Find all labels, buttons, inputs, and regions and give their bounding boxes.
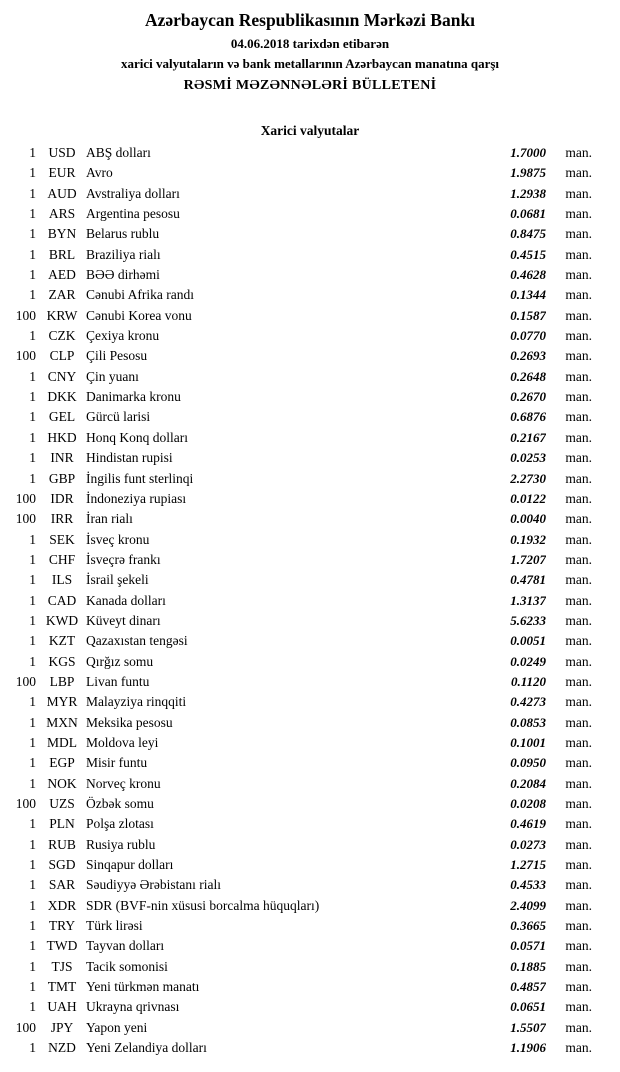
currency-code: EGP — [49, 755, 75, 771]
quantity: 1 — [29, 877, 36, 893]
quantity: 1 — [29, 938, 36, 954]
rate-value: 5.6233 — [510, 612, 546, 628]
bulletin-title: RƏSMİ MƏZƏNNƏLƏRİ BÜLLETENİ — [183, 78, 437, 93]
currency-code: BRL — [48, 246, 76, 262]
currency-name: Özbək somu — [86, 796, 154, 811]
currency-code: MXN — [46, 714, 78, 730]
rate-value: 0.1001 — [510, 734, 546, 750]
currency-code: MDL — [47, 734, 77, 750]
unit-label: man. — [565, 694, 592, 710]
currency-code: JPY — [50, 1019, 74, 1035]
document-header — [0, 7, 620, 97]
unit-label: man. — [565, 450, 592, 466]
rate-value: 0.0051 — [510, 633, 546, 649]
quantity: 100 — [15, 511, 36, 527]
currency-code: ILS — [51, 572, 73, 588]
rate-row — [0, 855, 620, 875]
unit-label: man. — [565, 206, 592, 222]
quantity: 1 — [29, 755, 36, 771]
unit-label: man. — [565, 653, 592, 669]
rate-value: 0.8475 — [510, 226, 546, 242]
rate-value: 1.2938 — [510, 185, 546, 201]
currency-name: Yapon yeni — [86, 1019, 148, 1035]
unit-label: man. — [565, 328, 592, 344]
rate-value: 0.0040 — [510, 511, 546, 527]
currency-code: IRR — [50, 511, 74, 527]
quantity: 1 — [29, 633, 36, 649]
currency-name: İndoneziya rupiası — [86, 490, 187, 506]
currency-code: RUB — [48, 836, 76, 852]
currency-name: Yeni türkmən manatı — [86, 979, 200, 995]
currency-code: TJS — [51, 958, 73, 974]
unit-label: man. — [565, 958, 592, 974]
currency-name: Türk lirəsi — [86, 918, 143, 934]
rate-row — [0, 753, 620, 773]
rate-value: 1.9875 — [510, 165, 546, 181]
currency-code: TRY — [48, 918, 76, 934]
rate-row — [0, 1038, 620, 1058]
unit-label: man. — [565, 165, 592, 181]
rate-value: 0.0950 — [510, 755, 546, 771]
bank-title: Azərbaycan Respublikasının Mərkəzi Bankı — [144, 10, 476, 30]
currency-name: Hindistan rupisi — [86, 450, 173, 466]
quantity: 1 — [29, 999, 36, 1015]
rate-value: 0.1587 — [510, 307, 546, 323]
unit-label: man. — [565, 673, 592, 689]
unit-label: man. — [565, 307, 592, 323]
currency-code: KGS — [48, 653, 76, 669]
rate-row — [0, 794, 620, 814]
unit-label: man. — [565, 877, 592, 893]
rate-row — [0, 407, 620, 427]
rate-row — [0, 591, 620, 611]
rate-value: 0.4628 — [510, 267, 546, 283]
currency-code: GBP — [48, 470, 76, 486]
effective-date-line: 04.06.2018 tarixdən etibarən — [230, 36, 390, 51]
rate-row — [0, 367, 620, 387]
unit-label: man. — [565, 551, 592, 567]
rate-row — [0, 509, 620, 529]
rate-value: 0.2084 — [510, 775, 546, 791]
unit-label: man. — [565, 755, 592, 771]
rate-row — [0, 346, 620, 366]
currency-name: Polşa zlotası — [86, 816, 154, 832]
currency-code: PLN — [49, 816, 75, 832]
document-subtitle: xarici valyutaların və bank metallarının Azərbaycan manatına qarşı — [120, 56, 500, 71]
unit-label: man. — [565, 938, 592, 954]
unit-label: man. — [565, 226, 592, 242]
rate-value: 1.2715 — [510, 857, 546, 873]
quantity: 100 — [15, 348, 36, 364]
unit-label: man. — [565, 531, 592, 547]
rate-row — [0, 163, 620, 183]
currency-code: CLP — [49, 348, 75, 364]
currency-name: Rusiya rublu — [86, 836, 156, 852]
unit-label: man. — [565, 1019, 592, 1035]
unit-label: man. — [565, 836, 592, 852]
rate-value: 0.0273 — [510, 836, 546, 852]
currency-name: Sinqapur dolları — [86, 857, 174, 873]
unit-label: man. — [565, 857, 592, 873]
currency-code: KRW — [46, 307, 78, 323]
quantity: 1 — [29, 145, 36, 160]
currency-name: Cənubi Korea vonu — [86, 307, 192, 323]
currency-name: Tayvan dolları — [86, 938, 165, 954]
currency-code: CAD — [47, 592, 77, 608]
rate-value: 0.0122 — [510, 490, 546, 506]
rate-row — [0, 631, 620, 651]
rate-row — [0, 611, 620, 631]
rate-value: 0.0651 — [510, 999, 546, 1015]
currency-code: KZT — [48, 633, 76, 649]
unit-label: man. — [565, 714, 592, 730]
currency-name: Meksika pesosu — [86, 714, 173, 730]
currency-name: Səudiyyə Ərəbistanı rialı — [86, 877, 221, 893]
quantity: 1 — [29, 429, 36, 445]
unit-label: man. — [565, 368, 592, 384]
currency-name: Qırğız somu — [86, 653, 154, 669]
currency-name: Avro — [86, 165, 113, 181]
currency-code: GEL — [48, 409, 76, 425]
currency-code: ZAR — [48, 287, 76, 303]
currency-code: INR — [50, 450, 74, 466]
currency-code: UAH — [47, 999, 77, 1015]
quantity: 1 — [29, 450, 36, 466]
quantity: 1 — [29, 857, 36, 873]
rate-row — [0, 204, 620, 224]
currency-name: Cənubi Afrika randı — [86, 287, 194, 303]
currency-code: SAR — [48, 877, 76, 893]
currency-code: DKK — [47, 389, 77, 405]
quantity: 1 — [29, 185, 36, 201]
quantity: 100 — [15, 490, 36, 506]
currency-name: Braziliya rialı — [86, 246, 161, 262]
unit-label: man. — [565, 246, 592, 262]
rate-row — [0, 265, 620, 285]
unit-label: man. — [565, 1040, 592, 1056]
unit-label: man. — [565, 490, 592, 506]
currency-name: Gürcü larisi — [86, 409, 151, 425]
quantity: 1 — [29, 572, 36, 588]
currency-name: Honq Konq dolları — [86, 429, 188, 445]
rate-value: 0.0208 — [510, 796, 546, 811]
rate-value: 0.0681 — [510, 206, 546, 222]
quantity: 1 — [29, 775, 36, 791]
rate-value: 1.5507 — [510, 1019, 546, 1035]
unit-label: man. — [565, 145, 592, 160]
rate-row — [0, 306, 620, 326]
currency-name: Ukrayna qrivnası — [86, 999, 180, 1015]
currency-name: İsveç kronu — [86, 531, 150, 547]
unit-label: man. — [565, 389, 592, 405]
rate-row — [0, 774, 620, 794]
rate-value: 0.1120 — [510, 673, 546, 689]
currency-name: İngilis funt sterlinqi — [86, 470, 194, 486]
currency-name: Çin yuanı — [86, 368, 139, 384]
rate-row — [0, 285, 620, 305]
quantity: 1 — [29, 409, 36, 425]
rate-value: 0.2648 — [510, 368, 546, 384]
currency-name: İsveçrə frankı — [86, 551, 161, 567]
quantity: 100 — [15, 673, 36, 689]
rate-row — [0, 957, 620, 977]
quantity: 1 — [29, 714, 36, 730]
rate-row — [0, 977, 620, 997]
rate-row — [0, 143, 620, 163]
currency-name: Küveyt dinarı — [86, 612, 161, 628]
currency-name: Norveç kronu — [86, 775, 161, 791]
rate-row — [0, 733, 620, 753]
quantity: 1 — [29, 226, 36, 242]
rate-row — [0, 530, 620, 550]
rates-table — [0, 143, 620, 1058]
unit-label: man. — [565, 979, 592, 995]
currency-name: Çili Pesosu — [86, 348, 148, 364]
rate-value: 0.4533 — [510, 877, 546, 893]
rate-value: 0.2670 — [510, 389, 546, 405]
rate-value: 1.3137 — [510, 592, 546, 608]
rate-value: 0.1344 — [510, 287, 546, 303]
rate-value: 0.1885 — [510, 958, 546, 974]
currency-name: ABŞ dolları — [86, 145, 151, 160]
rate-row — [0, 245, 620, 265]
currency-name: Moldova leyi — [86, 734, 159, 750]
unit-label: man. — [565, 734, 592, 750]
currency-code: SGD — [48, 857, 76, 873]
currency-name: Çexiya kronu — [86, 328, 160, 344]
currency-code: SEK — [49, 531, 75, 547]
quantity: 1 — [29, 328, 36, 344]
unit-label: man. — [565, 612, 592, 628]
quantity: 1 — [29, 897, 36, 913]
rate-value: 0.2167 — [510, 429, 546, 445]
currency-code: EUR — [48, 165, 76, 181]
currency-code: ARS — [48, 206, 76, 222]
currency-code: NOK — [47, 775, 77, 791]
currency-code: KWD — [45, 612, 79, 628]
currency-name: Avstraliya dolları — [86, 185, 180, 201]
unit-label: man. — [565, 633, 592, 649]
rate-value: 0.1932 — [510, 531, 546, 547]
unit-label: man. — [565, 775, 592, 791]
currency-code: NZD — [48, 1040, 76, 1056]
rate-value: 0.0249 — [510, 653, 546, 669]
currency-code: USD — [48, 145, 76, 160]
currency-code: TWD — [46, 938, 78, 954]
section-title-foreign-currencies: Xarici valyutalar — [260, 123, 360, 138]
unit-label: man. — [565, 429, 592, 445]
quantity: 1 — [29, 287, 36, 303]
quantity: 100 — [15, 796, 36, 811]
quantity: 1 — [29, 836, 36, 852]
rate-value: 0.4857 — [510, 979, 546, 995]
rate-row — [0, 326, 620, 346]
unit-label: man. — [565, 267, 592, 283]
rate-value: 0.4619 — [510, 816, 546, 832]
currency-code: LBP — [49, 673, 75, 689]
currency-code: MYR — [46, 694, 78, 710]
currency-name: BƏƏ dirhəmi — [86, 267, 160, 283]
quantity: 1 — [29, 1040, 36, 1056]
quantity: 1 — [29, 918, 36, 934]
quantity: 1 — [29, 389, 36, 405]
unit-label: man. — [565, 511, 592, 527]
unit-label: man. — [565, 592, 592, 608]
currency-code: UZS — [49, 796, 75, 811]
rate-value: 0.0571 — [510, 938, 546, 954]
rate-row — [0, 875, 620, 895]
currency-name: Qazaxıstan tengəsi — [86, 633, 188, 649]
rate-value: 0.0253 — [510, 450, 546, 466]
quantity: 1 — [29, 531, 36, 547]
quantity: 1 — [29, 267, 36, 283]
unit-label: man. — [565, 185, 592, 201]
rate-value: 0.2693 — [510, 348, 546, 364]
currency-name: Malayziya rinqqiti — [86, 694, 187, 710]
quantity: 1 — [29, 592, 36, 608]
currency-name: Danimarka kronu — [86, 389, 181, 405]
unit-label: man. — [565, 287, 592, 303]
unit-label: man. — [565, 470, 592, 486]
unit-label: man. — [565, 897, 592, 913]
quantity: 1 — [29, 246, 36, 262]
quantity: 1 — [29, 368, 36, 384]
rate-value: 0.0853 — [510, 714, 546, 730]
currency-name: Argentina pesosu — [86, 206, 180, 222]
currency-code: CZK — [48, 328, 76, 344]
rate-row — [0, 916, 620, 936]
currency-code: HKD — [47, 429, 77, 445]
rate-row — [0, 1018, 620, 1038]
quantity: 1 — [29, 206, 36, 222]
currency-code: TMT — [47, 979, 77, 995]
rate-row — [0, 835, 620, 855]
rate-value: 1.7000 — [510, 145, 546, 160]
rate-value: 0.6876 — [510, 409, 546, 425]
quantity: 1 — [29, 734, 36, 750]
rate-value: 0.3665 — [510, 918, 546, 934]
currency-code: BYN — [47, 226, 77, 242]
rate-row — [0, 428, 620, 448]
rate-value: 2.2730 — [510, 470, 546, 486]
currency-code: XDR — [47, 897, 77, 913]
unit-label: man. — [565, 572, 592, 588]
rate-row — [0, 713, 620, 733]
rate-value: 1.7207 — [510, 551, 546, 567]
quantity: 1 — [29, 470, 36, 486]
rate-row — [0, 448, 620, 468]
rate-row — [0, 489, 620, 509]
unit-label: man. — [565, 918, 592, 934]
rate-row — [0, 570, 620, 590]
quantity: 100 — [15, 307, 36, 323]
rate-value: 1.1906 — [510, 1040, 546, 1056]
unit-label: man. — [565, 409, 592, 425]
currency-name: Tacik somonisi — [86, 958, 168, 974]
quantity: 1 — [29, 653, 36, 669]
rate-value: 2.4099 — [510, 897, 546, 913]
currency-name: Yeni Zelandiya dolları — [86, 1040, 207, 1056]
currency-name: İsrail şekeli — [86, 572, 149, 588]
quantity: 1 — [29, 694, 36, 710]
currency-name: İran rialı — [86, 511, 133, 527]
rate-row — [0, 652, 620, 672]
rate-value: 0.0770 — [510, 328, 546, 344]
currency-name: Belarus rublu — [86, 226, 160, 242]
currency-code: CNY — [47, 368, 77, 384]
rate-row — [0, 184, 620, 204]
rate-row — [0, 997, 620, 1017]
unit-label: man. — [565, 999, 592, 1015]
currency-name: Misir funtu — [86, 755, 148, 771]
rate-row — [0, 550, 620, 570]
rate-value: 0.4515 — [510, 246, 546, 262]
quantity: 100 — [15, 1019, 36, 1035]
quantity: 1 — [29, 816, 36, 832]
rate-value: 0.4273 — [510, 694, 546, 710]
quantity: 1 — [29, 958, 36, 974]
quantity: 1 — [29, 165, 36, 181]
rate-row — [0, 387, 620, 407]
quantity: 1 — [29, 979, 36, 995]
currency-code: AUD — [47, 185, 77, 201]
rate-row — [0, 896, 620, 916]
currency-name: SDR (BVF-nin xüsusi borcalma hüquqları) — [86, 897, 320, 913]
currency-code: CHF — [48, 551, 76, 567]
currency-code: AED — [48, 267, 76, 283]
unit-label: man. — [565, 796, 592, 811]
rate-value: 0.4781 — [510, 572, 546, 588]
quantity: 1 — [29, 612, 36, 628]
unit-label: man. — [565, 816, 592, 832]
quantity: 1 — [29, 551, 36, 567]
rate-row — [0, 692, 620, 712]
rate-row — [0, 814, 620, 834]
rate-row — [0, 936, 620, 956]
rate-row — [0, 469, 620, 489]
rate-row — [0, 224, 620, 244]
unit-label: man. — [565, 348, 592, 364]
currency-name: Livan funtu — [86, 673, 150, 689]
rate-row — [0, 672, 620, 692]
currency-name: Kanada dolları — [86, 592, 166, 608]
currency-code: IDR — [50, 490, 74, 506]
